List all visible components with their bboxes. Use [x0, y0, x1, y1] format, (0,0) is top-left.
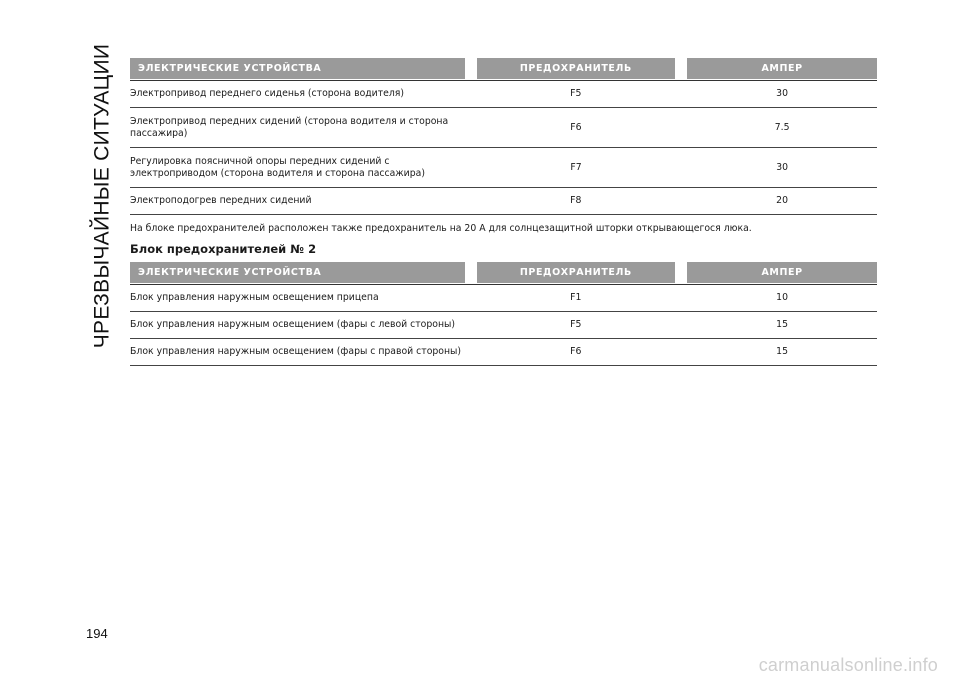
- device-cell: Электроподогрев передних сидений: [130, 195, 312, 206]
- fuse-table-2: [130, 262, 877, 366]
- device-cell: Электропривод переднего сиденья (сторона водителя): [130, 88, 405, 99]
- main-content: [130, 58, 877, 366]
- page-number: 194: [86, 626, 108, 641]
- table-row: [130, 148, 877, 188]
- watermark: carmanualsonline.info: [758, 655, 938, 675]
- device-cell: Электропривод передних сидений (сторона водителя и сторона пассажира): [130, 115, 449, 139]
- section-title: Блок предохранителей № 2: [130, 242, 317, 256]
- fuse-cell: F1: [570, 292, 582, 303]
- amp-cell: 10: [776, 292, 788, 303]
- header-amp: АМПЕР: [687, 262, 877, 283]
- amp-cell: 15: [776, 319, 788, 330]
- table-header: [130, 262, 877, 283]
- table-row: [130, 108, 877, 148]
- fuse-cell: F6: [570, 346, 582, 357]
- header-device: ЭЛЕКТРИЧЕСКИЕ УСТРОЙСТВА: [130, 262, 465, 283]
- header-fuse: ПРЕДОХРАНИТЕЛЬ: [477, 58, 676, 79]
- fuse-cell: F6: [570, 121, 582, 133]
- table-row: [130, 312, 877, 339]
- fuse-cell: F5: [570, 88, 582, 99]
- fuse-note: На блоке предохранителей расположен также предохранитель на 20 А для солнцезащитной шторки открывающегося люка.: [130, 223, 752, 234]
- device-cell: Блок управления наружным освещением (фары с левой стороны): [130, 319, 456, 330]
- fuse-cell: F5: [570, 319, 582, 330]
- header-fuse: ПРЕДОХРАНИТЕЛЬ: [477, 262, 676, 283]
- device-cell: Регулировка поясничной опоры передних сидений с электроприводом (сторона водителя и сторона пассажира): [130, 155, 425, 179]
- fuse-cell: F7: [570, 161, 582, 173]
- section-side-title-text: ЧРЕЗВЫЧАЙНЫЕ СИТУАЦИИ: [90, 43, 114, 349]
- amp-cell: 7.5: [774, 121, 790, 133]
- table-header: [130, 58, 877, 79]
- fuse-table-1: [130, 58, 877, 215]
- amp-cell: 30: [776, 161, 789, 173]
- device-cell: Блок управления наружным освещением (фары с правой стороны): [130, 346, 462, 357]
- table-row: [130, 188, 877, 215]
- amp-cell: 15: [776, 346, 788, 357]
- header-amp: АМПЕР: [687, 58, 877, 79]
- fuse-cell: F8: [570, 195, 582, 206]
- amp-cell: 30: [776, 88, 788, 99]
- amp-cell: 20: [776, 195, 788, 206]
- table-row: [130, 81, 877, 108]
- table-row: [130, 339, 877, 366]
- section-side-title: [84, 43, 120, 349]
- table-row: [130, 285, 877, 312]
- device-cell: Блок управления наружным освещением прицепа: [130, 292, 379, 303]
- header-device: ЭЛЕКТРИЧЕСКИЕ УСТРОЙСТВА: [130, 58, 465, 79]
